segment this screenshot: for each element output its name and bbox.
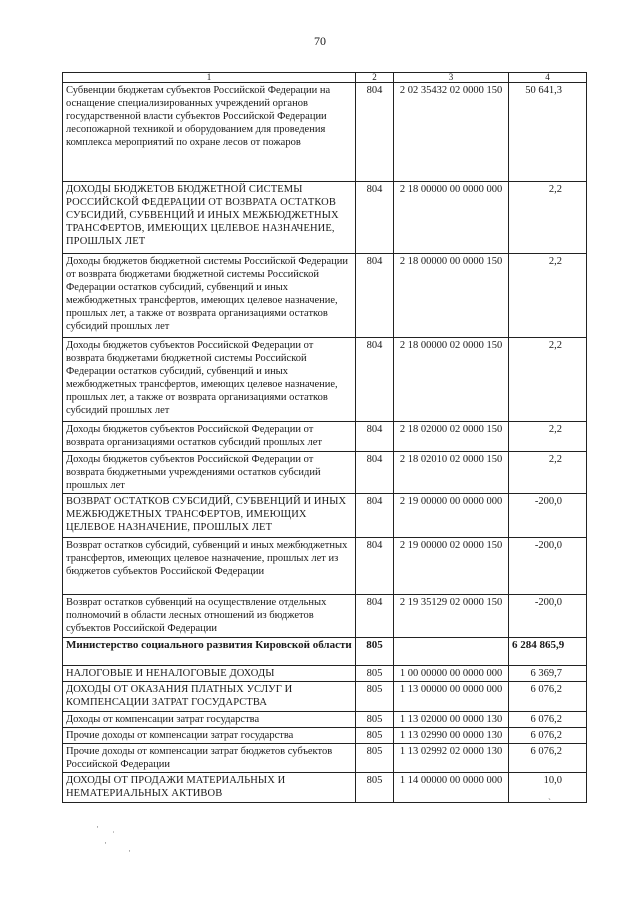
row-name: Министерство социального развития Кировской области <box>63 638 356 666</box>
row-amount: -200,0 <box>509 595 587 638</box>
table-row <box>63 682 587 712</box>
row-name: ДОХОДЫ ОТ ОКАЗАНИЯ ПЛАТНЫХ УСЛУГ И КОМПЕНСАЦИИ ЗАТРАТ ГОСУДАРСТВА <box>63 682 356 712</box>
row-budget-code: 2 18 02000 02 0000 150 <box>394 422 509 452</box>
row-name: Доходы бюджетов субъектов Российской Федерации от возврата бюджетами бюджетной системы Российской Федерации остатков субсидий, субвенций и иных межбюджетных трансфертов, имеющих целевое назначение, прошлых лет, а также от возврата организациями остатков субсидий прошлых лет <box>63 338 356 422</box>
row-amount: 6 284 865,9 <box>509 638 587 666</box>
row-name: Доходы бюджетов субъектов Российской Федерации от возврата организациями остатков субсидий прошлых лет <box>63 422 356 452</box>
row-budget-code: 1 13 00000 00 0000 000 <box>394 682 509 712</box>
row-amount: 2,2 <box>509 452 587 494</box>
column-header-3: 3 <box>394 73 509 83</box>
row-name: Прочие доходы от компенсации затрат бюджетов субъектов Российской Федерации <box>63 744 356 773</box>
row-budget-code: 1 13 02990 00 0000 130 <box>394 728 509 744</box>
row-budget-code: 2 19 00000 00 0000 000 <box>394 494 509 538</box>
row-admin-code: 804 <box>356 494 394 538</box>
row-admin-code: 805 <box>356 773 394 803</box>
table-header-row <box>63 73 587 83</box>
table-row <box>63 452 587 494</box>
row-budget-code: 2 18 02010 02 0000 150 <box>394 452 509 494</box>
table-row <box>63 494 587 538</box>
scan-speck: · <box>128 846 131 856</box>
row-name: Субвенции бюджетам субъектов Российской Федерации на оснащение специализированных учреждений органов государственной власти субъектов Российской Федерации лесопожарной техникой и оборудованием для проведения комплекса мероприятий по охране лесов от пожаров <box>63 83 356 182</box>
row-name: Прочие доходы от компенсации затрат государства <box>63 728 356 744</box>
row-budget-code: 1 14 00000 00 0000 000 <box>394 773 509 803</box>
row-amount: 2,2 <box>509 182 587 254</box>
column-header-2: 2 <box>356 73 394 83</box>
row-amount: 6 076,2 <box>509 728 587 744</box>
table-row <box>63 83 587 182</box>
table-row <box>63 538 587 595</box>
row-admin-code: 804 <box>356 338 394 422</box>
row-admin-code: 804 <box>356 452 394 494</box>
row-admin-code: 805 <box>356 712 394 728</box>
table-row <box>63 638 587 666</box>
row-name: ДОХОДЫ БЮДЖЕТОВ БЮДЖЕТНОЙ СИСТЕМЫ РОССИЙСКОЙ ФЕДЕРАЦИИ ОТ ВОЗВРАТА ОСТАТКОВ СУБСИДИЙ, СУБВЕНЦИЙ И ИНЫХ МЕЖБЮДЖЕТНЫХ ТРАНСФЕРТОВ, ИМЕЮЩИХ ЦЕЛЕВОЕ НАЗНАЧЕНИЕ, ПРОШЛЫХ ЛЕТ <box>63 182 356 254</box>
row-admin-code: 805 <box>356 682 394 712</box>
row-admin-code: 804 <box>356 83 394 182</box>
row-name: Возврат остатков субвенций на осуществление отдельных полномочий в области лесных отношений из бюджетов субъектов Российской Федерации <box>63 595 356 638</box>
row-budget-code: 2 02 35432 02 0000 150 <box>394 83 509 182</box>
row-name: ВОЗВРАТ ОСТАТКОВ СУБСИДИЙ, СУБВЕНЦИЙ И ИНЫХ МЕЖБЮДЖЕТНЫХ ТРАНСФЕРТОВ, ИМЕЮЩИХ ЦЕЛЕВОЕ НАЗНАЧЕНИЕ, ПРОШЛЫХ ЛЕТ <box>63 494 356 538</box>
scan-speck: ˎ <box>548 790 551 800</box>
column-header-1: 1 <box>63 73 356 83</box>
row-amount: 6 076,2 <box>509 712 587 728</box>
row-amount: 6 369,7 <box>509 666 587 682</box>
table-row <box>63 595 587 638</box>
row-admin-code: 805 <box>356 728 394 744</box>
table-row <box>63 338 587 422</box>
row-admin-code: 804 <box>356 422 394 452</box>
scan-speck: ˙ <box>112 830 115 840</box>
row-budget-code: 1 13 02000 00 0000 130 <box>394 712 509 728</box>
row-budget-code: 2 18 00000 02 0000 150 <box>394 338 509 422</box>
row-admin-code: 804 <box>356 254 394 338</box>
row-budget-code: 1 13 02992 02 0000 130 <box>394 744 509 773</box>
row-admin-code: 804 <box>356 595 394 638</box>
row-amount: 2,2 <box>509 338 587 422</box>
table-row <box>63 744 587 773</box>
table-row <box>63 773 587 803</box>
row-admin-code: 804 <box>356 538 394 595</box>
row-budget-code <box>394 638 509 666</box>
table-row <box>63 182 587 254</box>
page-number: 70 <box>314 34 326 48</box>
row-admin-code: 805 <box>356 666 394 682</box>
row-budget-code: 2 18 00000 00 0000 150 <box>394 254 509 338</box>
table-row <box>63 666 587 682</box>
row-amount: -200,0 <box>509 494 587 538</box>
row-budget-code: 1 00 00000 00 0000 000 <box>394 666 509 682</box>
row-amount: 50 641,3 <box>509 83 587 182</box>
row-name: Доходы бюджетов субъектов Российской Федерации от возврата бюджетными учреждениями остатков субсидий прошлых лет <box>63 452 356 494</box>
row-amount: 6 076,2 <box>509 682 587 712</box>
row-budget-code: 2 19 00000 02 0000 150 <box>394 538 509 595</box>
row-amount: 2,2 <box>509 422 587 452</box>
row-admin-code: 805 <box>356 638 394 666</box>
row-name: Доходы от компенсации затрат государства <box>63 712 356 728</box>
row-name: Возврат остатков субсидий, субвенций и иных межбюджетных трансфертов, имеющих целевое назначение, прошлых лет из бюджетов субъектов Российской Федерации <box>63 538 356 595</box>
table-row <box>63 254 587 338</box>
table-row <box>63 728 587 744</box>
row-amount: 10,0 <box>509 773 587 803</box>
row-budget-code: 2 18 00000 00 0000 000 <box>394 182 509 254</box>
column-header-4: 4 <box>509 73 587 83</box>
row-name: НАЛОГОВЫЕ И НЕНАЛОГОВЫЕ ДОХОДЫ <box>63 666 356 682</box>
row-admin-code: 804 <box>356 182 394 254</box>
row-amount: -200,0 <box>509 538 587 595</box>
row-admin-code: 805 <box>356 744 394 773</box>
budget-revenue-table <box>62 72 587 803</box>
row-amount: 2,2 <box>509 254 587 338</box>
row-amount: 6 076,2 <box>509 744 587 773</box>
scan-speck: · <box>96 822 99 832</box>
row-budget-code: 2 19 35129 02 0000 150 <box>394 595 509 638</box>
scan-speck: · <box>104 838 107 848</box>
row-name: Доходы бюджетов бюджетной системы Российской Федерации от возврата бюджетами бюджетной системы Российской Федерации остатков субсидий, субвенций и иных межбюджетных трансфертов, имеющих целевое назначение, прошлых лет, а также от возврата организациями остатков субсидий прошлых лет <box>63 254 356 338</box>
table-row <box>63 712 587 728</box>
row-name: ДОХОДЫ ОТ ПРОДАЖИ МАТЕРИАЛЬНЫХ И НЕМАТЕРИАЛЬНЫХ АКТИВОВ <box>63 773 356 803</box>
table-row <box>63 422 587 452</box>
